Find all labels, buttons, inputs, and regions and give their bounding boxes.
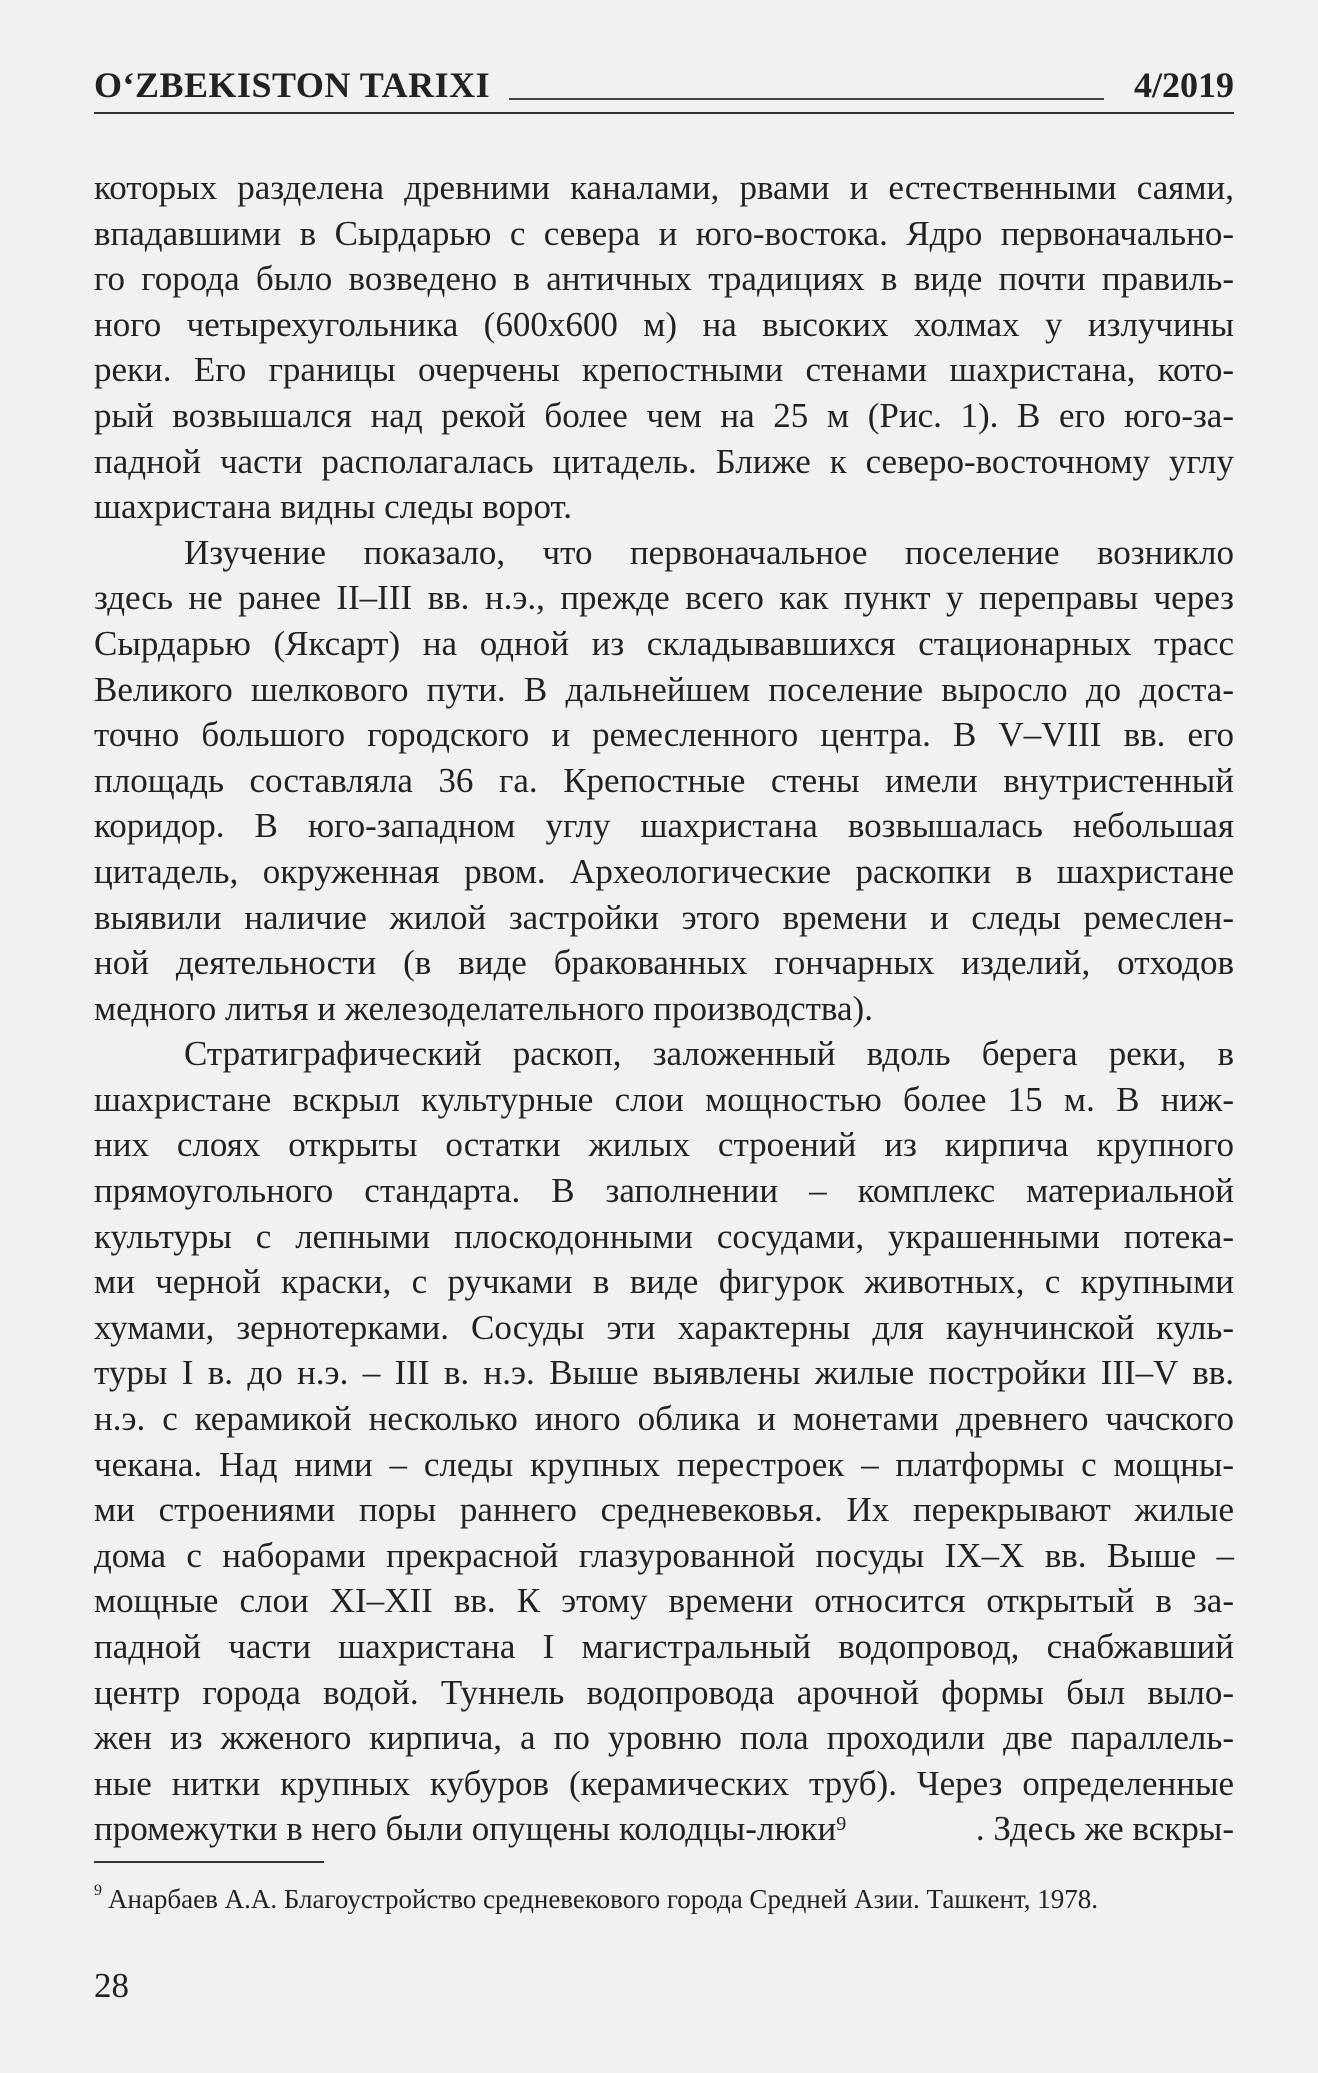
text-line: выявили наличие жилой застройки этого времени и следы ремеслен- bbox=[94, 897, 1234, 937]
text-line: Стратиграфический раскоп, заложенный вдоль берега реки, в bbox=[184, 1034, 1234, 1074]
text-line: ной деятельности (в виде бракованных гончарных изделий, отходов bbox=[94, 943, 1234, 983]
body-text bbox=[94, 165, 1234, 1852]
text-line: культуры с лепными плоскодонными сосудами, украшенными потека- bbox=[94, 1216, 1234, 1256]
text-line: рый возвышался над рекой более чем на 25 м (Рис. 1). В его юго-за- bbox=[94, 395, 1234, 435]
text-line: ные нитки крупных кубуров (керамических труб). Через определенные bbox=[94, 1763, 1234, 1803]
issue-number: 4/2019 bbox=[1133, 65, 1234, 105]
paragraph bbox=[94, 530, 1234, 1032]
text-line: здесь не ранее II–III вв. н.э., прежде всего как пункт у переправы через bbox=[94, 578, 1234, 618]
running-header bbox=[94, 62, 1234, 112]
footnote-number: 9 bbox=[94, 1882, 102, 1899]
text-line: впадавшими в Сырдарью с севера и юго-востока. Ядро первоначально- bbox=[94, 213, 1234, 253]
text-line: шахристана видны следы ворот. bbox=[94, 487, 572, 527]
text-line: ми строениями поры раннего средневековья. Их перекрывают жилые bbox=[94, 1490, 1234, 1530]
text-line: ного четырехугольника (600х600 м) на высоких холмах у излучины bbox=[94, 304, 1234, 344]
text-line: них слоях открыты остатки жилых строений из кирпича крупного bbox=[94, 1125, 1234, 1165]
text-line: реки. Его границы очерчены крепостными стенами шахристана, кото- bbox=[94, 350, 1234, 390]
text-line: цитадель, окруженная рвом. Археологические раскопки в шахристане bbox=[94, 851, 1234, 891]
text-line: падной части располагалась цитадель. Ближе к северо-восточному углу bbox=[94, 441, 1234, 481]
text-line: Сырдарью (Яксарт) на одной из складывавшихся стационарных трасс bbox=[94, 623, 1234, 663]
text-line: падной части шахристана I магистральный водопровод, снабжавший bbox=[94, 1627, 1234, 1666]
text-line: Великого шелкового пути. В дальнейшем поселение выросло до доста- bbox=[94, 669, 1234, 709]
text-line: мощные слои XI–XII вв. К этому времени относится открытый в за- bbox=[94, 1581, 1234, 1621]
text-line: шахристане вскрыл культурные слои мощностью более 15 м. В ниж- bbox=[94, 1079, 1234, 1119]
text-line: коридор. В юго-западном углу шахристана возвышалась небольшая bbox=[94, 806, 1234, 846]
text-line-part: . Здесь же вскры- bbox=[975, 1809, 1234, 1849]
text-line: ми черной краски, с ручками в виде фигурок животных, с крупными bbox=[94, 1262, 1234, 1302]
text-line: которых разделена древними каналами, рвами и естественными саями, bbox=[94, 168, 1234, 207]
text-line: центр города водой. Туннель водопровода арочной формы был выло- bbox=[94, 1672, 1234, 1712]
text-line: прямоугольного стандарта. В заполнении – комплекс материальной bbox=[94, 1171, 1234, 1211]
text-line: медного литья и железоделательного производства). bbox=[94, 988, 873, 1028]
text-line-part bbox=[94, 1806, 846, 1852]
text-line: жен из жженого кирпича, а по уровню пола проходили две параллель- bbox=[94, 1718, 1234, 1758]
paragraph bbox=[94, 165, 1234, 530]
text-line: площадь составляла 36 га. Крепостные стены имели внутристенный bbox=[94, 760, 1234, 800]
text-line: дома с наборами прекрасной глазурованной посуды IX–X вв. Выше – bbox=[94, 1535, 1234, 1575]
text-line: го города было возведено в античных традициях в виде почти правиль- bbox=[94, 259, 1234, 299]
page-number: 28 bbox=[94, 1966, 129, 2005]
footnote-text: Анарбаев А.А. Благоустройство средневекового города Средней Азии. Ташкент, 1978. bbox=[108, 1884, 1098, 1914]
text-line: хумами, зернотерками. Сосуды эти характерны для каунчинской куль- bbox=[94, 1307, 1234, 1347]
text-line: туры I в. до н.э. – III в. н.э. Выше выявлены жилые постройки III–V вв. bbox=[94, 1353, 1234, 1393]
header-fill-rule bbox=[509, 98, 1104, 100]
footnote-reference: 9 bbox=[836, 1813, 847, 1836]
text-line: н.э. с керамикой несколько иного облика и монетами древнего чачского bbox=[94, 1399, 1234, 1439]
paragraph bbox=[94, 1031, 1234, 1852]
text-line bbox=[94, 1806, 1234, 1852]
footnote bbox=[94, 1884, 1098, 1915]
text-line: точно большого городского и ремесленного центра. В V–VIII вв. его bbox=[94, 715, 1234, 755]
text-line-part: промежутки в него были опущены колодцы-люки bbox=[94, 1809, 837, 1849]
text-line: Изучение показало, что первоначальное поселение возникло bbox=[184, 532, 1234, 572]
header-rule bbox=[94, 112, 1234, 114]
footnote-separator bbox=[94, 1861, 324, 1863]
journal-title: O‘ZBEKISTON TARIXI bbox=[94, 65, 491, 105]
text-line: чекана. Над ними – следы крупных перестроек – платформы с мощны- bbox=[94, 1444, 1234, 1484]
